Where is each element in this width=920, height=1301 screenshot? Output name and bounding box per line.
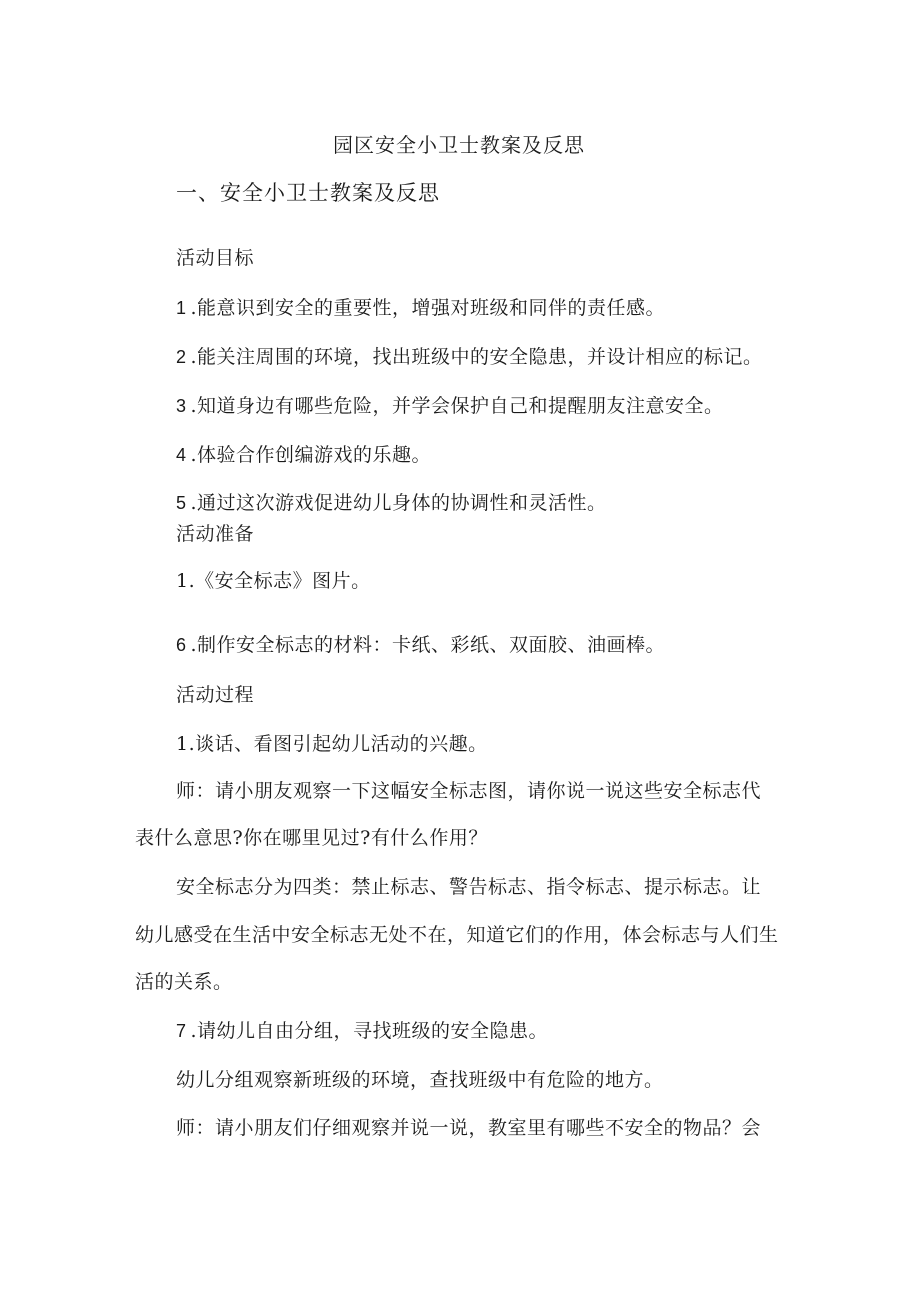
paragraph-line: 幼儿分组观察新班级的环境，查找班级中有危险的地方。 (176, 1069, 664, 1091)
paragraph-line: 师：请小朋友们仔细观察并说一说，教室里有哪些不安全的物品？会 (176, 1117, 762, 1139)
preparation-item (176, 632, 665, 658)
process-text: .请幼儿自由分组，寻找班级的安全隐患。 (190, 1020, 549, 1042)
goals-heading: 活动目标 (176, 247, 255, 269)
goal-item (176, 442, 431, 468)
goal-item (176, 393, 724, 419)
goal-text: .能关注周围的环境，找出班级中的安全隐患，并设计相应的标记。 (190, 346, 763, 368)
goal-item (176, 295, 665, 321)
goal-item (176, 344, 763, 370)
goal-number: 4 (176, 445, 187, 465)
goal-number: 3 (176, 396, 187, 416)
goal-number: 2 (176, 347, 187, 367)
paragraph-line: 师：请小朋友观察一下这幅安全标志图，请你说一说这些安全标志代 (176, 780, 762, 802)
goal-text: .知道身边有哪些危险，并学会保护自己和提醒朋友注意安全。 (190, 395, 724, 417)
section-heading: 一、安全小卫士教案及反思 (176, 181, 440, 205)
goal-text: .能意识到安全的重要性，增强对班级和同伴的责任感。 (190, 297, 666, 319)
goal-item (176, 490, 607, 516)
paragraph-line: 安全标志分为四类：禁止标志、警告标志、指令标志、提示标志。让 (176, 876, 762, 898)
goal-number: 5 (176, 493, 187, 513)
document-title: 园区安全小卫士教案及反思 (333, 133, 585, 157)
goal-text: .通过这次游戏促进幼儿身体的协调性和灵活性。 (190, 492, 607, 514)
paragraph-line: 幼儿感受在生活中安全标志无处不在，知道它们的作用，体会标志与人们生 (135, 924, 779, 946)
preparation-item: 1.《安全标志》图片。 (176, 570, 371, 592)
preparation-number: 6 (176, 635, 187, 655)
process-step: 1.谈话、看图引起幼儿活动的兴趣。 (176, 733, 488, 755)
goal-text: .体验合作创编游戏的乐趣。 (190, 444, 432, 466)
preparation-text: .制作安全标志的材料：卡纸、彩纸、双面胶、油画棒。 (190, 634, 666, 656)
process-heading: 活动过程 (176, 684, 255, 706)
preparation-heading: 活动准备 (176, 523, 255, 545)
process-step (176, 1018, 548, 1044)
goal-number: 1 (176, 298, 187, 318)
process-number: 7 (176, 1021, 187, 1041)
paragraph-line: 表什么意思?你在哪里见过?有什么作用？ (135, 827, 488, 849)
paragraph-line: 活的关系。 (135, 971, 233, 993)
